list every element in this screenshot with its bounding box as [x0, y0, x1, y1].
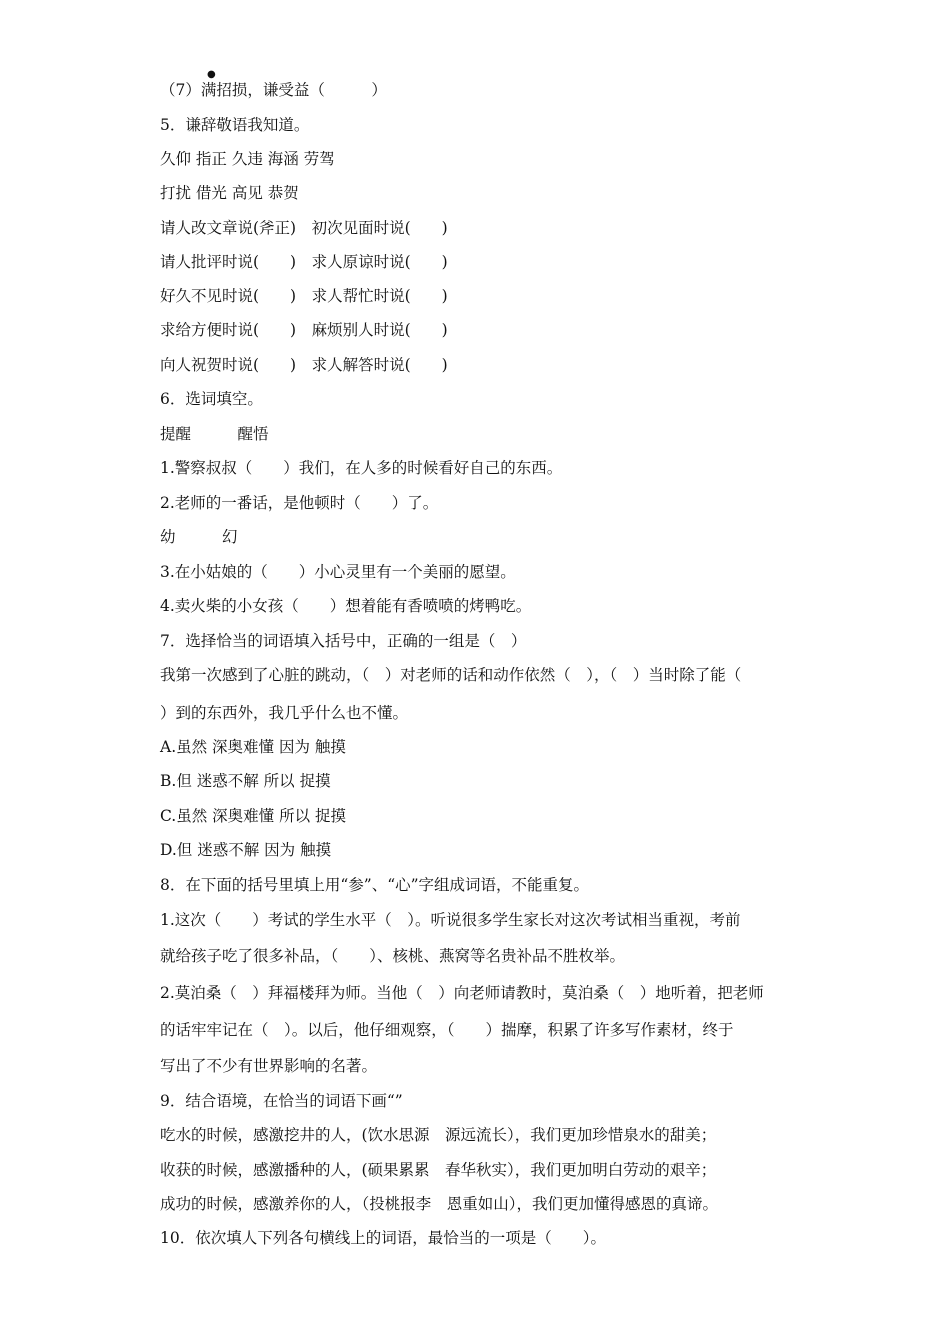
text-line: 的话牢牢记在（ ）。以后，他仔细观察，（ ）揣摩，积累了许多写作素材，终于: [160, 1021, 734, 1039]
question-heading: 6．选词填空。: [160, 390, 263, 408]
text-line: 好久不见时说( ) 求人帮忙时说( ): [160, 287, 448, 305]
text-line: 4.卖火柴的小女孩（ ）想着能有香喷喷的烤鸭吃。: [160, 597, 532, 615]
text-line: 打扰 借光 高见 恭贺: [160, 184, 299, 202]
text-line: 提醒 醒悟: [160, 425, 269, 443]
text-line: 吃水的时候，感激挖井的人，(饮水思源 源远流长），我们更加珍惜泉水的甜美；: [160, 1126, 717, 1144]
question-heading: 9．结合语境，在恰当的词语下画“”: [160, 1092, 403, 1110]
text-line: 我第一次感到了心脏的跳动，（ ）对老师的话和动作依然（ ），（ ）当时除了能（: [160, 666, 742, 684]
option-d: D.但 迷惑不解 因为 触摸: [160, 841, 332, 859]
text-line: ）到的东西外，我几乎什么也不懂。: [160, 704, 409, 722]
text-line: 求给方便时说( ) 麻烦别人时说( ): [160, 321, 448, 339]
text-line: 1.这次（ ）考试的学生水平（ ）。听说很多学生家长对这次考试相当重视，考前: [160, 911, 741, 929]
option-b: B.但 迷惑不解 所以 捉摸: [160, 772, 331, 790]
text-line: 请人批评时说( ) 求人原谅时说( ): [160, 253, 448, 271]
emphasis-dot-mark: ●: [207, 69, 216, 80]
question-heading: 7．选择恰当的词语填入括号中，正确的一组是（ ）: [160, 632, 527, 650]
text-line: 2.老师的一番话，是他顿时（ ）了。: [160, 494, 439, 512]
text-line: 请人改文章说(斧正) 初次见面时说( ): [160, 219, 448, 237]
text-line: 写出了不少有世界影响的名著。: [160, 1057, 378, 1075]
text-line: 就给孩子吃了很多补品，（ ）、核桃、燕窝等名贵补品不胜枚举。: [160, 947, 626, 965]
question-heading: 5．谦辞敬语我知道。: [160, 116, 310, 134]
text-line: 幼 幻: [160, 528, 238, 546]
text-line: 向人祝贺时说( ) 求人解答时说( ): [160, 356, 448, 374]
text-line: （7）满招损，谦受益（ ）: [160, 81, 387, 99]
text-line: 3.在小姑娘的（ ）小心灵里有一个美丽的愿望。: [160, 563, 516, 581]
text-line: 久仰 指正 久违 海涵 劳驾: [160, 150, 335, 168]
question-heading: 8．在下面的括号里填上用“参”、“心”字组成词语，不能重复。: [160, 876, 590, 894]
text-line: 1.警察叔叔（ ）我们，在人多的时候看好自己的东西。: [160, 459, 563, 477]
question-heading: 10．依次填人下列各句横线上的词语，最恰当的一项是（ ）。: [160, 1229, 606, 1247]
text-line: 收获的时候，感激播种的人，(硕果累累 春华秋实），我们更加明白劳动的艰辛；: [160, 1161, 717, 1179]
option-a: A.虽然 深奥难懂 因为 触摸: [160, 738, 346, 756]
text-line: 成功的时候，感激养你的人，（投桃报李 恩重如山），我们更加懂得感恩的真谛。: [160, 1195, 719, 1213]
text-line: 2.莫泊桑（ ）拜福楼拜为师。当他（ ）向老师请教时，莫泊桑（ ）地听着，把老师: [160, 984, 764, 1002]
option-c: C.虽然 深奥难懂 所以 捉摸: [160, 807, 347, 825]
